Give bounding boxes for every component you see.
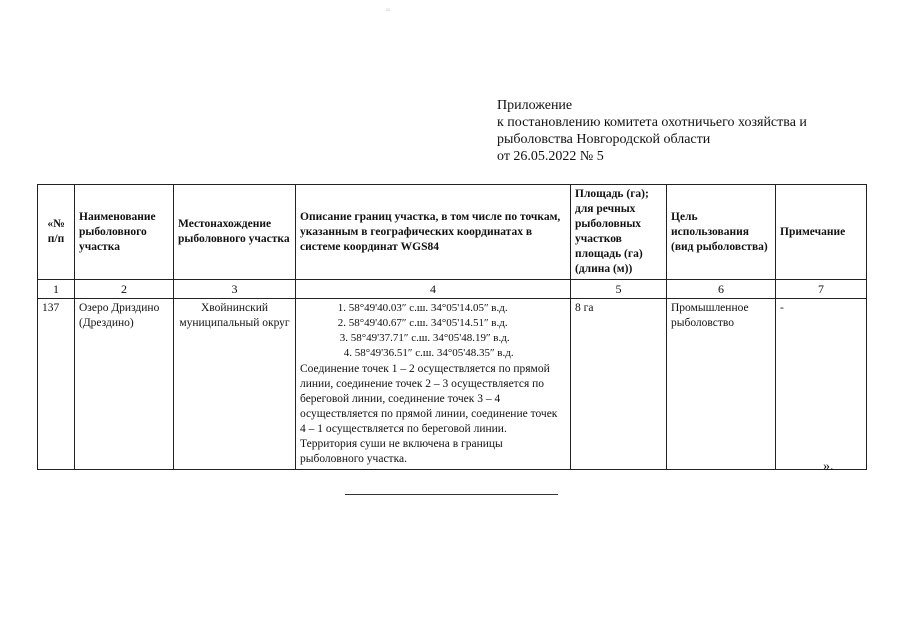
coordinate-point: [300, 331, 566, 346]
column-number-row: [38, 280, 867, 299]
point-index: 2.: [337, 317, 346, 329]
appendix-block: [497, 97, 887, 165]
row-number: 137: [38, 299, 75, 470]
point-coords: 58°49'36.51″ с.ш. 34°05'48.35″ в.д.: [354, 347, 514, 359]
header-location: Местонахождение рыболовного участка: [174, 185, 296, 280]
header-number: «№ п/п: [38, 185, 75, 280]
signature-divider-line: [345, 494, 558, 495]
row-area-name: Озеро Дриздино (Дрездино): [75, 299, 174, 470]
row-note: -: [776, 299, 867, 470]
column-number: 7: [776, 280, 867, 299]
header-boundaries: Описание границ участка, в том числе по точкам, указанным в географических координатах в системе координат WGS84: [296, 185, 571, 280]
table-row: [38, 299, 867, 470]
column-number: 4: [296, 280, 571, 299]
coordinate-points-list: [300, 301, 566, 361]
header-note: Примечание: [776, 185, 867, 280]
column-number: 2: [75, 280, 174, 299]
point-index: 3.: [339, 332, 348, 344]
row-location: Хвойнинский муниципальный округ: [174, 299, 296, 470]
header-square: Площадь (га); для речных рыболовных участков площадь (га) (длина (м)): [571, 185, 667, 280]
column-number: 1: [38, 280, 75, 299]
coordinate-point: [300, 346, 566, 361]
coordinate-point: [300, 301, 566, 316]
row-purpose: Промышленное рыболовство: [667, 299, 776, 470]
column-number: 6: [667, 280, 776, 299]
header-purpose: Цель использования (вид рыболовства): [667, 185, 776, 280]
coordinate-point: [300, 316, 566, 331]
fishing-areas-table: [37, 184, 867, 470]
appendix-title: Приложение: [497, 98, 573, 113]
boundaries-description: Соединение точек 1 – 2 осуществляется по прямой линии, соединение точек 2 – 3 осуществляется по береговой линии, соединение точек 3 – 4 осуществляется по прямой линии, соединение точек 4 – 1 осуществляется по береговой линии. Территория суши не включена в границы рыболовного участка.: [300, 363, 558, 465]
appendix-line-date: от 26.05.2022 № 5: [497, 149, 604, 164]
point-index: 4.: [343, 347, 352, 359]
scan-mark-icon: ≈: [386, 6, 390, 14]
header-area-name: Наименование рыболовного участка: [75, 185, 174, 280]
point-coords: 58°49'40.67″ с.ш. 34°05'14.51″ в.д.: [348, 317, 508, 329]
row-square: 8 га: [571, 299, 667, 470]
point-coords: 58°49'37.71″ с.ш. 34°05'48.19″ в.д.: [350, 332, 510, 344]
column-number: 5: [571, 280, 667, 299]
point-coords: 58°49'40.03″ с.ш. 34°05'14.05″ в.д.: [348, 302, 508, 314]
row-boundaries: [296, 299, 571, 470]
point-index: 1.: [337, 302, 346, 314]
column-number: 3: [174, 280, 296, 299]
closing-quote-mark: ».: [823, 459, 834, 474]
appendix-line-committee: рыболовства Новгородской области: [497, 132, 711, 147]
table-header-row: [38, 185, 867, 280]
appendix-line-resolution: к постановлению комитета охотничьего хозяйства и: [497, 115, 807, 130]
